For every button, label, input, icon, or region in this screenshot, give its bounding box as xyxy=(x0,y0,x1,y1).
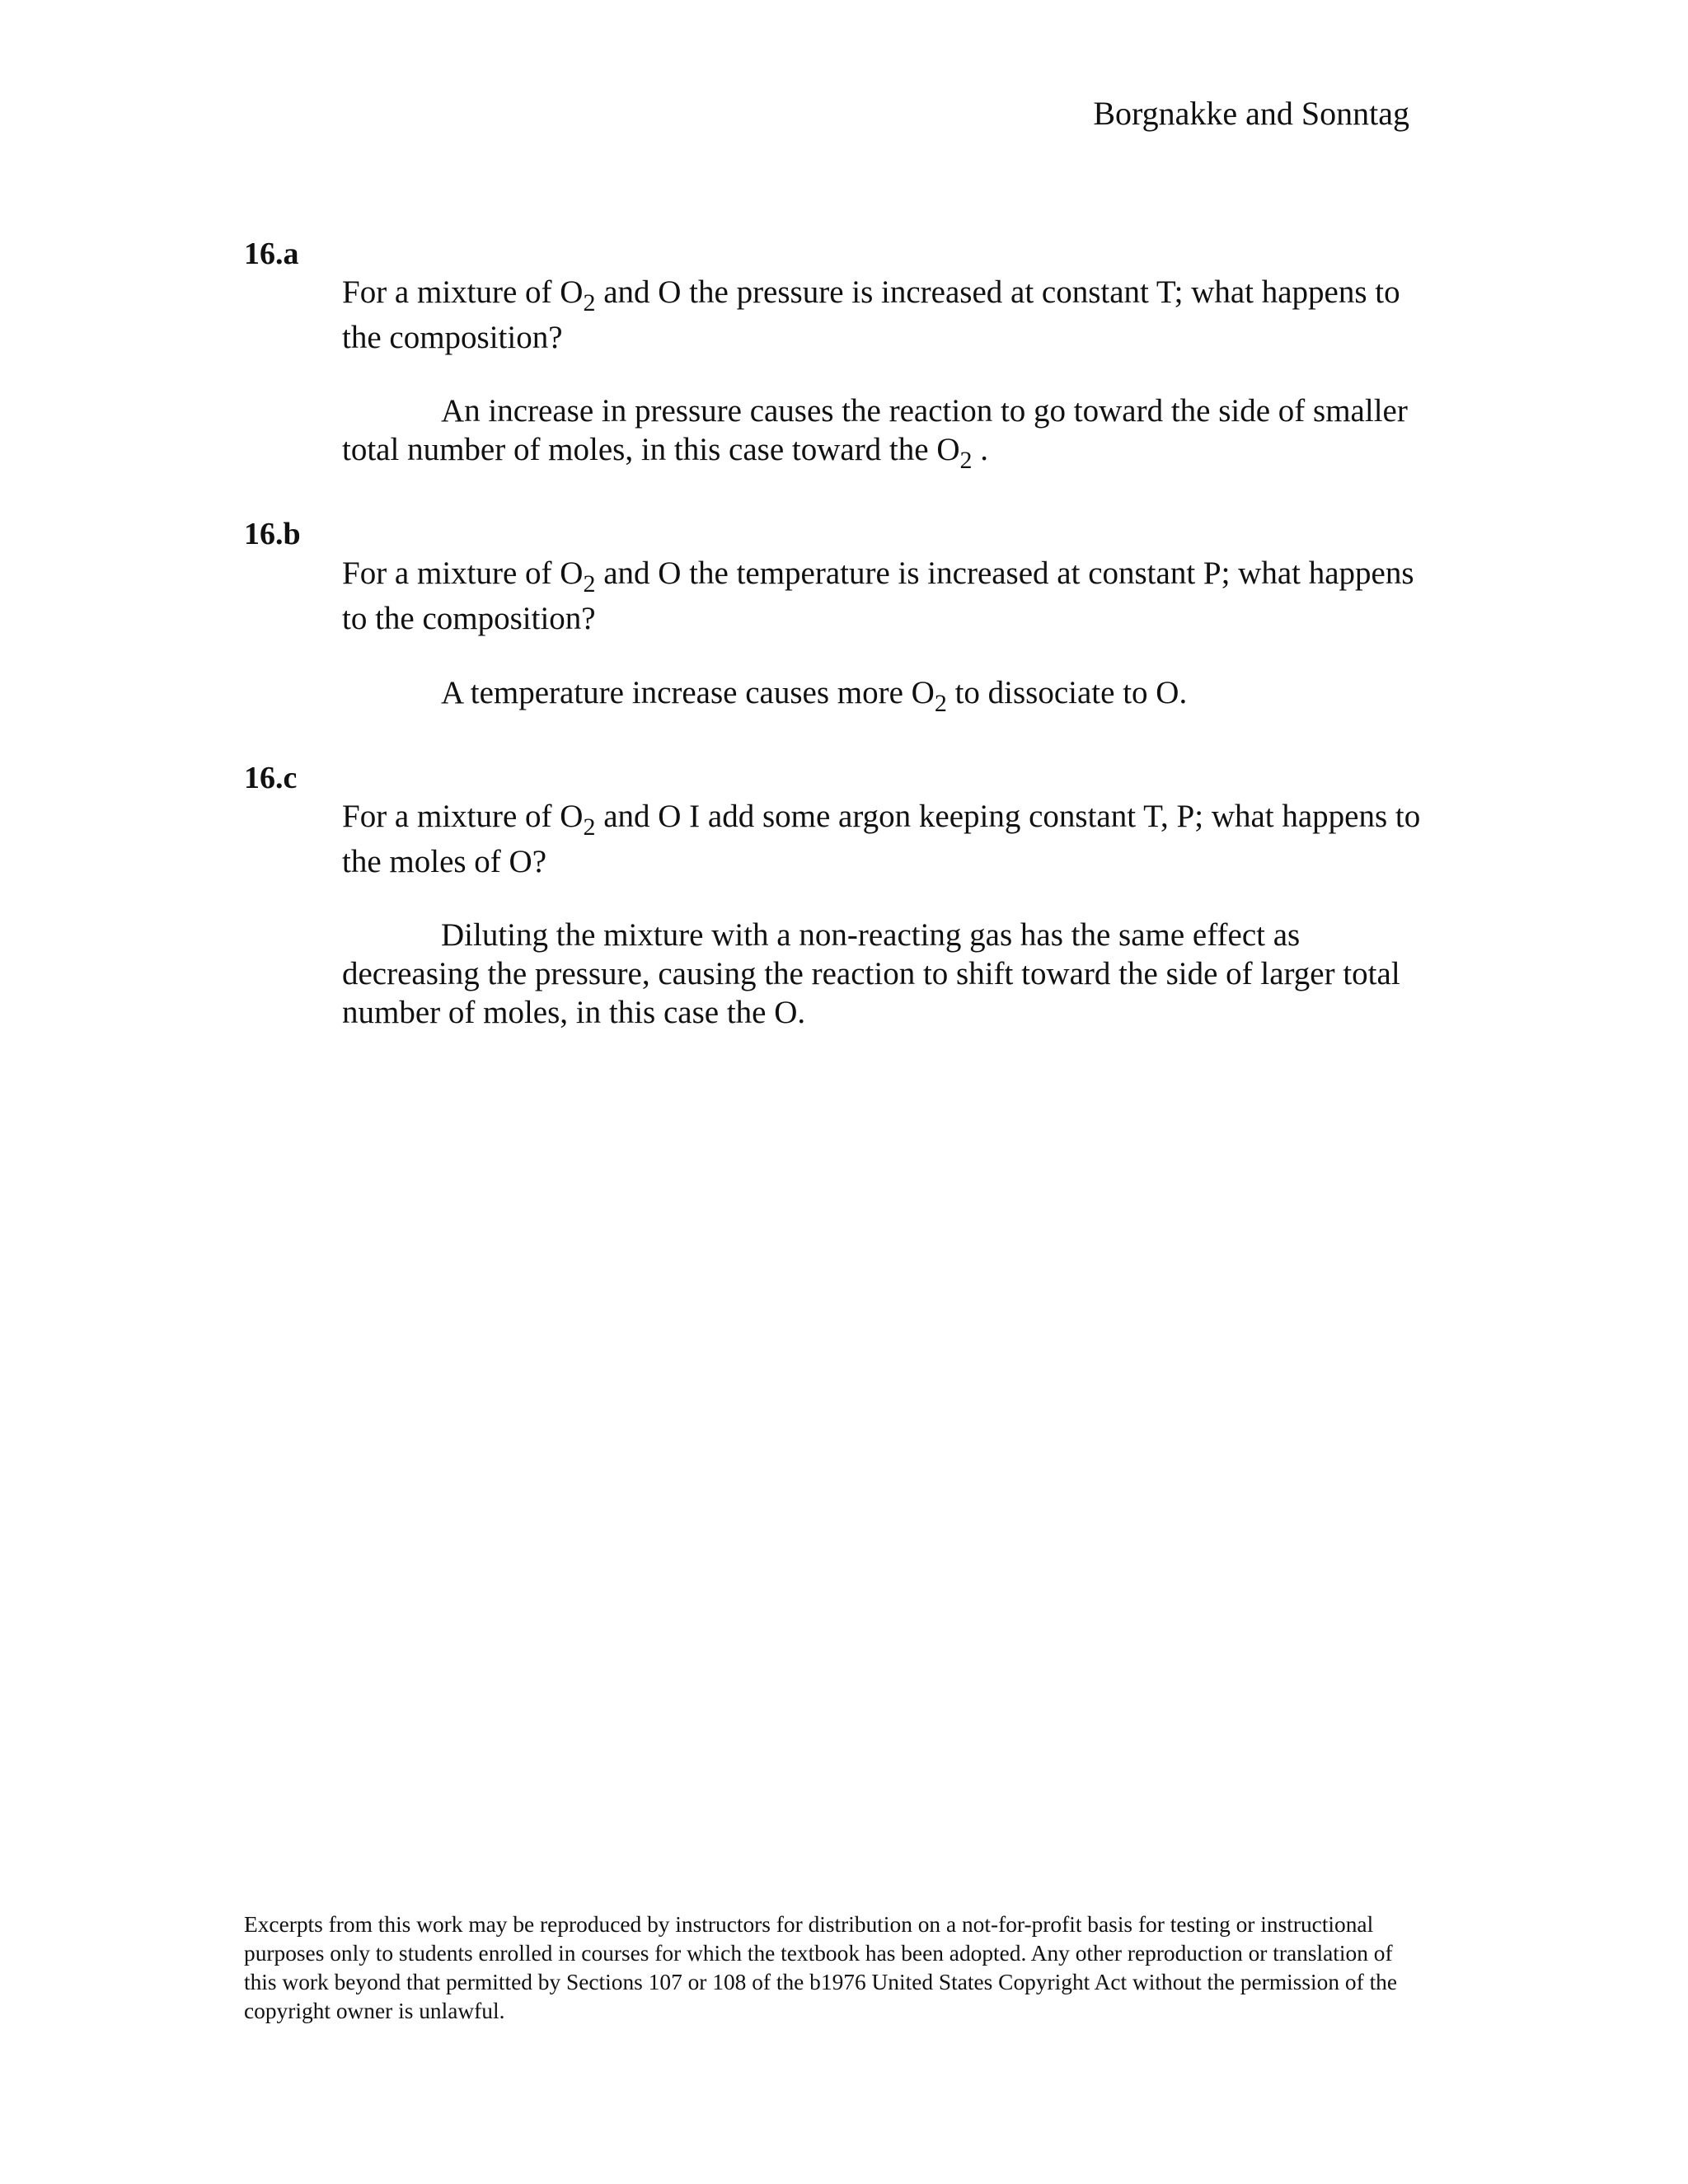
question-text: and O the pressure is increased at constant T; what happens to the composition? xyxy=(342,274,1400,355)
question-text: and O the temperature is increased at constant P; what happens to the composition? xyxy=(342,555,1414,636)
problem-label-16a: 16.a xyxy=(244,237,299,271)
subscript: 2 xyxy=(934,690,947,717)
copyright-footer: Excerpts from this work may be reproduced by instructors for distribution on a not-for-profit basis for testing or instructional purposes only to students enrolled in courses for which the textbook has been adopted. Any other reproduction or translation of this work beyond that permitted by Sections 107 or 108 of the b1976 United States Copyright Act without the permission of the copyright owner is unlawful. xyxy=(244,1912,1398,2023)
subscript: 2 xyxy=(583,813,596,841)
problem-16a-question xyxy=(342,269,1438,360)
answer-text: . xyxy=(972,432,988,467)
question-text: and O I add some argon keeping constant T, P; what happens to the moles of O? xyxy=(342,799,1421,879)
question-text: For a mixture of O xyxy=(342,799,584,834)
subscript: 2 xyxy=(959,447,973,474)
question-text: For a mixture of O xyxy=(342,274,584,310)
problem-16b-question xyxy=(342,551,1438,641)
problem-16c-question xyxy=(342,794,1438,884)
question-text: For a mixture of O xyxy=(342,555,584,591)
subscript: 2 xyxy=(583,289,596,316)
running-head: Borgnakke and Sonntag xyxy=(1093,95,1409,132)
problem-16c-answer: Diluting the mixture with a non-reacting gas has the same effect as decreasing the pressure, causing the reaction to shift toward the side of larger total number of moles, in this case the O. xyxy=(342,917,1400,1030)
problem-16a-answer xyxy=(342,391,1438,474)
problem-label-16b: 16.b xyxy=(244,517,301,551)
subscript: 2 xyxy=(583,570,596,598)
problem-16b-answer xyxy=(342,673,1438,717)
answer-text: A temperature increase causes more O xyxy=(441,675,935,710)
answer-text: to dissociate to O. xyxy=(946,675,1188,710)
problem-label-16c: 16.c xyxy=(244,761,298,795)
answer-text: An increase in pressure causes the reaction to go toward the side of smaller total number of moles, in this case toward the O xyxy=(342,393,1408,467)
